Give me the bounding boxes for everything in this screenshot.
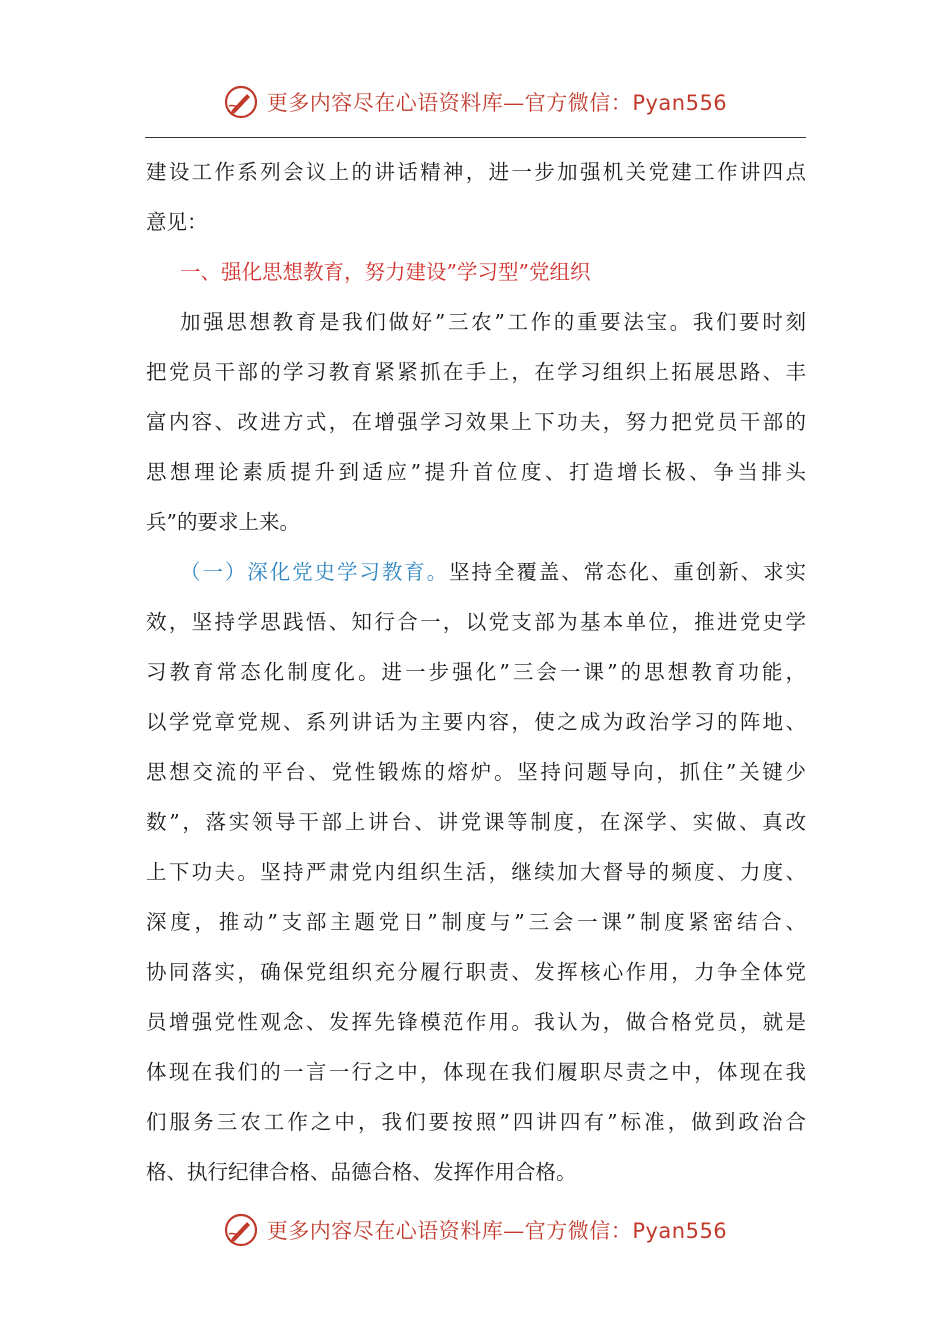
header-brand-text: 更多内容尽在心语资料库—官方微信：Pyan556 bbox=[266, 91, 728, 115]
document-body bbox=[146, 147, 806, 1197]
footer-brand bbox=[0, 1208, 950, 1252]
paragraph-line: 深度，推动”支部主题党日”制度与”三会一课”制度紧密结合、 bbox=[146, 910, 806, 934]
subsection-first-line-text: 坚持全覆盖、常态化、重创新、求实 bbox=[449, 560, 807, 584]
paragraph-line: 数”，落实领导干部上讲台、讲党课等制度，在深学、实做、真改 bbox=[146, 810, 806, 834]
paragraph-line: 上下功夫。坚持严肃党内组织生活，继续加大督导的频度、力度、 bbox=[146, 860, 806, 884]
paragraph-line: 以学党章党规、系列讲话为主要内容，使之成为政治学习的阵地、 bbox=[146, 710, 806, 734]
subsection-first-line bbox=[146, 547, 806, 597]
paragraph-line: 协同落实，确保党组织充分履行职责、发挥核心作用，力争全体党 bbox=[146, 960, 806, 984]
intro-line: 意见： bbox=[146, 210, 208, 234]
paragraph-line: 把党员干部的学习教育紧紧抓在手上，在学习组织上拓展思路、丰 bbox=[146, 360, 806, 384]
header-brand bbox=[0, 80, 950, 124]
paragraph-line: 们服务三农工作之中，我们要按照”四讲四有”标准，做到政治合 bbox=[146, 1110, 806, 1134]
paragraph-line: 富内容、改进方式，在增强学习效果上下功夫，努力把党员干部的 bbox=[146, 410, 806, 434]
section-heading: 一、强化思想教育，努力建设”学习型”党组织 bbox=[180, 260, 591, 284]
brand-logo-icon bbox=[223, 1212, 259, 1248]
paragraph-line: 加强思想教育是我们做好”三农”工作的重要法宝。我们要时刻 bbox=[180, 310, 806, 334]
paragraph-line: 员增强党性观念、发挥先锋模范作用。我认为，做合格党员，就是 bbox=[146, 1010, 806, 1034]
brand-logo-icon bbox=[223, 84, 259, 120]
paragraph-line: 思想理论素质提升到适应”提升首位度、打造增长极、争当排头 bbox=[146, 460, 806, 484]
subsection-heading: （一）深化党史学习教育。 bbox=[180, 560, 450, 584]
header-divider bbox=[145, 137, 806, 138]
paragraph-line: 习教育常态化制度化。进一步强化”三会一课”的思想教育功能， bbox=[146, 660, 806, 684]
paragraph-line: 格、执行纪律合格、品德合格、发挥作用合格。 bbox=[146, 1160, 577, 1184]
footer-brand-text: 更多内容尽在心语资料库—官方微信：Pyan556 bbox=[266, 1219, 728, 1243]
paragraph-line: 思想交流的平台、党性锻炼的熔炉。坚持问题导向，抓住”关键少 bbox=[146, 760, 806, 784]
footer-wechat-id: Pyan556 bbox=[632, 1219, 728, 1243]
paragraph-line: 体现在我们的一言一行之中，体现在我们履职尽责之中，体现在我 bbox=[146, 1060, 806, 1084]
paragraph-line: 效，坚持学思践悟、知行合一，以党支部为基本单位，推进党史学 bbox=[146, 610, 806, 634]
intro-line: 建设工作系列会议上的讲话精神，进一步加强机关党建工作讲四点 bbox=[146, 160, 806, 184]
paragraph-line: 兵”的要求上来。 bbox=[146, 510, 300, 534]
header-wechat-id: Pyan556 bbox=[632, 91, 728, 115]
